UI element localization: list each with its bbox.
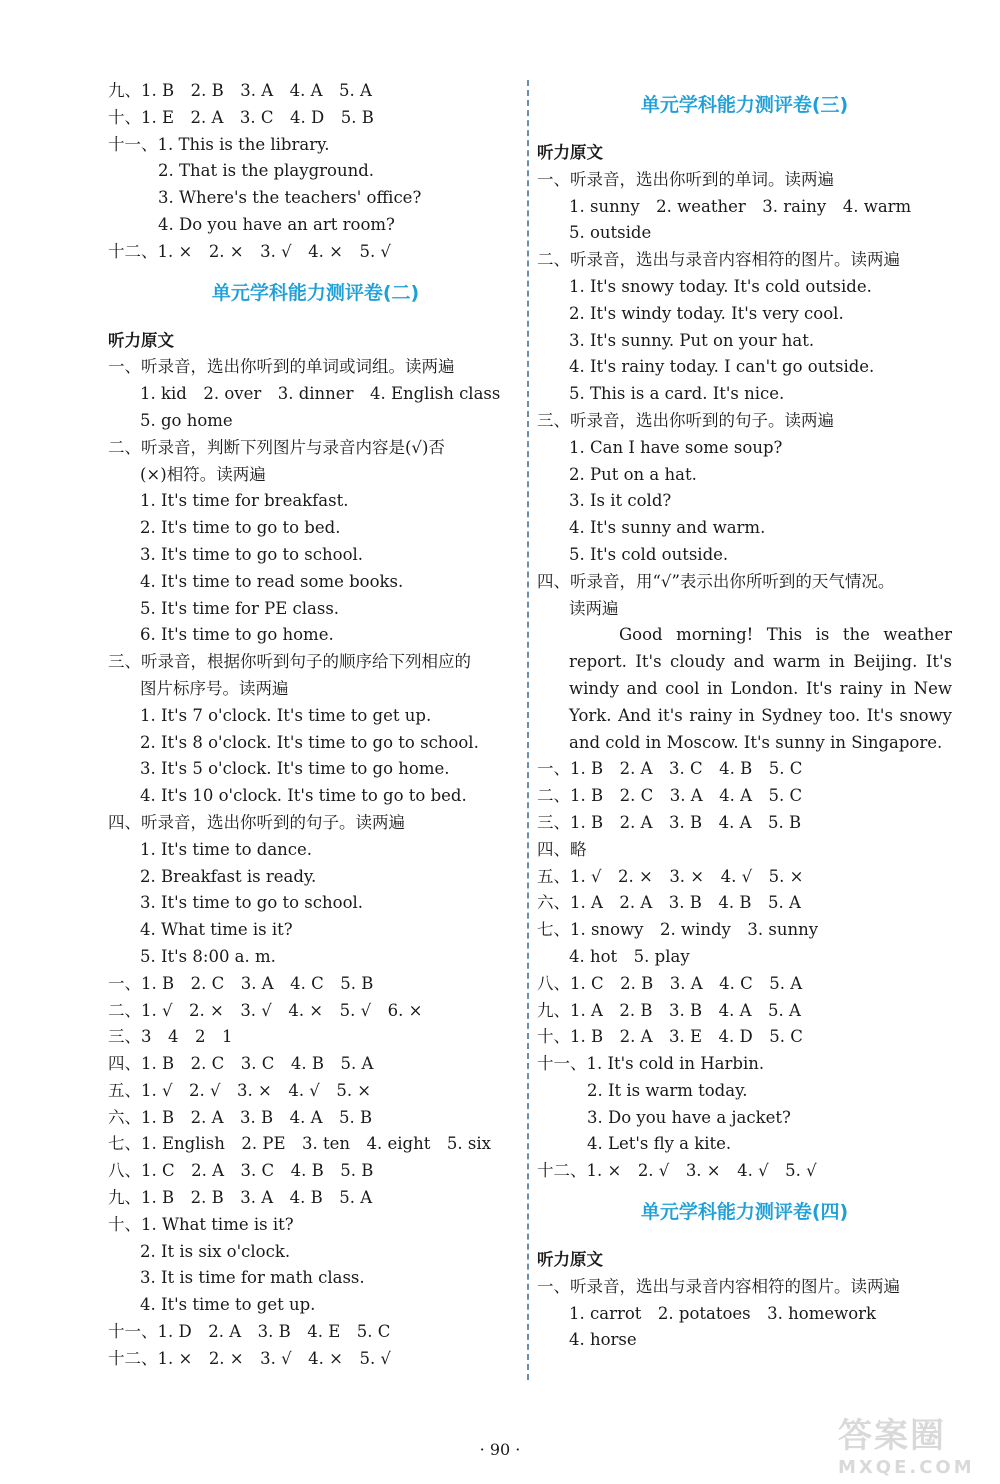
answer-line: 八、1. C 2. A 3. C 4. B 5. B (108, 1161, 374, 1181)
answer-line: 二、1. B 2. C 3. A 4. A 5. C (537, 786, 803, 806)
transcript-line: 4. What time is it? (140, 920, 293, 940)
answer-line: 3. Where's the teachers' office? (158, 188, 422, 208)
transcript-line: 1. carrot 2. potatoes 3. homework (569, 1303, 877, 1323)
transcript-line: 5. go home (140, 410, 233, 430)
watermark-url: MXQE.COM (838, 1457, 975, 1478)
transcript-line: 5. It's 8:00 a. m. (140, 946, 276, 966)
transcript-line: 5. outside (569, 223, 652, 243)
answer-line: 十二、1. × 2. × 3. √ 4. × 5. √ (108, 1348, 391, 1368)
answer-line: 4. Do you have an art room? (158, 214, 395, 234)
question-heading: 一、听录音，选出你听到的单词或词组。读两遍 (108, 357, 455, 377)
answer-line: 五、1. √ 2. √ 3. × 4. √ 5. × (108, 1080, 372, 1100)
question-heading: 四、听录音，选出你听到的句子。读两遍 (108, 812, 405, 832)
transcript-line: 1. sunny 2. weather 3. rainy 4. warm (569, 196, 912, 216)
question-heading: 二、听录音，判断下列图片与录音内容是(√)否 (108, 437, 445, 457)
section-title: 单元学科能力测评卷(三) (640, 94, 849, 116)
transcript-line: 5. It's cold outside. (569, 544, 729, 564)
transcript-line: 4. It's rainy today. I can't go outside. (569, 357, 875, 377)
answer-line: 4. Let's fly a kite. (587, 1134, 732, 1154)
transcript-line: 2. It's time to go to bed. (140, 518, 341, 538)
watermark-logo (838, 1408, 978, 1478)
answer-line: 七、1. English 2. PE 3. ten 4. eight 5. six (108, 1134, 491, 1154)
transcript-line: 4. horse (569, 1330, 637, 1350)
question-heading-cont: (×)相符。读两遍 (140, 464, 266, 484)
answer-line: 一、1. B 2. A 3. C 4. B 5. C (537, 759, 803, 779)
answer-line: 七、1. snowy 2. windy 3. sunny (537, 920, 819, 940)
left-column (108, 78, 523, 1373)
transcript-line: 3. It's time to go to school. (140, 544, 364, 564)
transcript-line: 1. It's snowy today. It's cold outside. (569, 276, 872, 296)
answer-line: 九、1. B 2. B 3. A 4. B 5. A (108, 1188, 373, 1208)
transcript-line: 1. Can I have some soup? (569, 437, 783, 457)
question-heading: 四、听录音，用“√”表示出你所听到的天气情况。 (537, 571, 895, 591)
question-heading: 一、听录音，选出你听到的单词。读两遍 (537, 169, 834, 189)
answer-line: 五、1. √ 2. × 3. × 4. √ 5. × (537, 866, 804, 886)
answer-line: 十、1. B 2. A 3. E 4. D 5. C (537, 1027, 803, 1047)
transcript-line: 3. It's 5 o'clock. It's time to go home. (140, 759, 450, 779)
answer-line: 三、3 4 2 1 (108, 1027, 233, 1047)
answer-line: 2. It is six o'clock. (140, 1241, 291, 1261)
transcript-line: 1. It's time to dance. (140, 839, 313, 859)
answer-line: 3. It is time for math class. (140, 1268, 365, 1288)
column-divider (527, 80, 529, 1380)
answer-line: 十一、1. It's cold in Harbin. (537, 1054, 765, 1074)
watermark-text: 答案圈 (838, 1416, 946, 1456)
section-title: 单元学科能力测评卷(四) (640, 1201, 849, 1224)
answer-line: 十一、1. This is the library. (108, 134, 330, 154)
answer-line: 四、略 (537, 839, 587, 859)
transcript-line: 1. It's time for breakfast. (140, 491, 349, 511)
answer-line: 4. It's time to get up. (140, 1295, 316, 1315)
question-heading-cont: 图片标序号。读两遍 (140, 678, 289, 698)
transcript-line: 5. It's time for PE class. (140, 598, 340, 618)
transcript-line: 3. Is it cold? (569, 491, 672, 511)
transcript-line: 1. It's 7 o'clock. It's time to get up. (140, 705, 432, 725)
subheading: 听力原文 (537, 143, 603, 162)
answer-line: 二、1. √ 2. × 3. √ 4. × 5. √ 6. × (108, 1000, 423, 1020)
answer-line: 十、1. What time is it? (108, 1214, 294, 1234)
answer-line: 2. It is warm today. (587, 1080, 748, 1100)
transcript-line: 2. Put on a hat. (569, 464, 697, 484)
question-heading: 二、听录音，选出与录音内容相符的图片。读两遍 (537, 250, 900, 270)
transcript-line: 2. It's windy today. It's very cool. (569, 303, 844, 323)
answer-line: 六、1. A 2. A 3. B 4. B 5. A (537, 893, 801, 913)
answer-line: 3. Do you have a jacket? (587, 1107, 791, 1127)
question-heading: 三、听录音，根据你听到句子的顺序给下列相应的 (108, 652, 471, 672)
transcript-line: 4. It's 10 o'clock. It's time to go to bed. (140, 786, 467, 806)
answer-line: 十、1. E 2. A 3. C 4. D 5. B (108, 107, 374, 127)
answer-line: 九、1. B 2. B 3. A 4. A 5. A (108, 81, 372, 100)
question-heading: 一、听录音，选出与录音内容相符的图片。读两遍 (537, 1276, 900, 1296)
answer-line: 九、1. A 2. B 3. B 4. A 5. A (537, 1000, 801, 1020)
subheading: 听力原文 (108, 330, 174, 350)
answer-line: 一、1. B 2. C 3. A 4. C 5. B (108, 973, 374, 993)
transcript-line: 3. It's time to go to school. (140, 893, 364, 913)
answer-line: 六、1. B 2. A 3. B 4. A 5. B (108, 1107, 373, 1127)
right-column (537, 78, 952, 1354)
question-heading-cont: 读两遍 (569, 598, 619, 618)
answer-line: 4. hot 5. play (569, 946, 690, 966)
answer-line: 2. That is the playground. (158, 161, 375, 181)
transcript-line: 4. It's sunny and warm. (569, 518, 766, 538)
answer-line: 八、1. C 2. B 3. A 4. C 5. A (537, 973, 803, 993)
page-number: · 90 · (479, 1440, 521, 1459)
transcript-line: 3. It's sunny. Put on your hat. (569, 330, 815, 350)
transcript-line: 2. It's 8 o'clock. It's time to go to school. (140, 732, 479, 752)
transcript-line: 1. kid 2. over 3. dinner 4. English class (140, 384, 501, 404)
answer-line: 十二、1. × 2. × 3. √ 4. × 5. √ (108, 241, 391, 261)
transcript-line: 5. This is a card. It's nice. (569, 384, 785, 404)
section-title: 单元学科能力测评卷(二) (211, 281, 420, 304)
transcript-line: 4. It's time to read some books. (140, 571, 404, 591)
question-heading: 三、听录音，选出你听到的句子。读两遍 (537, 410, 834, 430)
transcript-line: 2. Breakfast is ready. (140, 866, 317, 886)
answer-line: 三、1. B 2. A 3. B 4. A 5. B (537, 812, 802, 832)
transcript-line: 6. It's time to go home. (140, 625, 334, 645)
answer-line: 四、1. B 2. C 3. C 4. B 5. A (108, 1054, 374, 1074)
answer-line: 十一、1. D 2. A 3. B 4. E 5. C (108, 1322, 391, 1342)
answer-line: 十二、1. × 2. √ 3. × 4. √ 5. √ (537, 1161, 817, 1181)
subheading: 听力原文 (537, 1250, 603, 1270)
weather-report-paragraph: Good morning! This is the weather report. It's cloudy and warm in Beijing. It's windy and cool in London. It's rainy in New York. And it's rainy in Sydney too. It's snowy and cold in Moscow. It's sunny in Singapore. (569, 625, 952, 752)
